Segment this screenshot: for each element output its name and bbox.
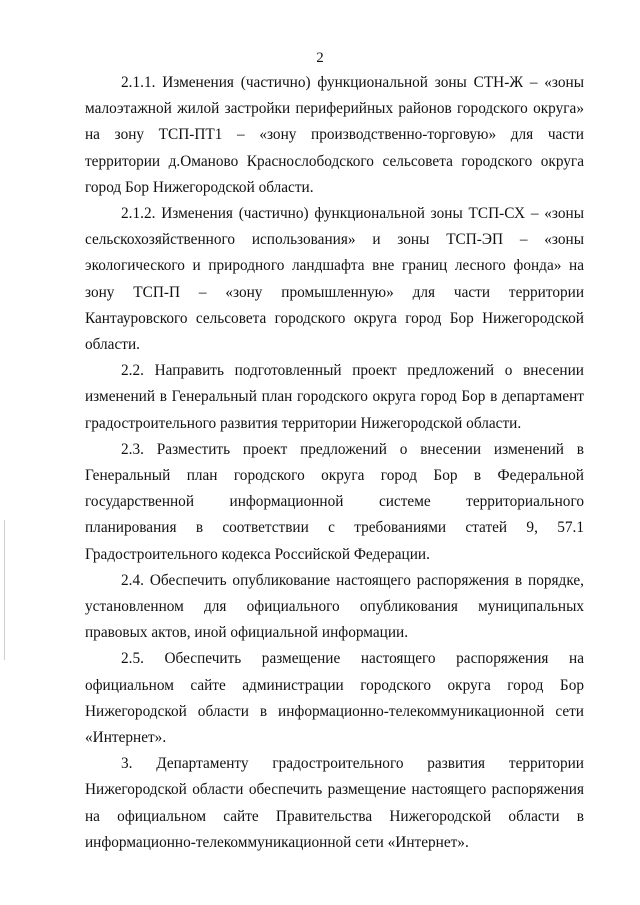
paragraph-2-1-2: 2.1.2. Изменения (частично) функциональной зоны ТСП-СХ – «зоны сельскохозяйственного использования» и зоны ТСП-ЭП – «зоны экологического и природного ландшафта вне границ лесного фонда» на зону ТСП-П – «зону промышленную» для части территории Кантауровского сельсовета городского округа город Бор Нижегородской области. [85, 205, 584, 354]
paragraph-2-2: 2.2. Направить подготовленный проект предложений о внесении изменений в Генеральный план городского округа город Бор в департамент градостроительного развития территории Нижегородской области. [85, 362, 584, 432]
page-number: 2 [316, 50, 324, 66]
paragraph-3: 3. Департаменту градостроительного развития территории Нижегородской области обеспечить размещение настоящего распоряжения на официальном сайте Правительства Нижегородской области в информационно-телекоммуникационной сети «Интернет». [85, 755, 584, 851]
paragraph-2-4: 2.4. Обеспечить опубликование настоящего распоряжения в порядке, установленном для официального опубликования муниципальных правовых актов, иной официальной информации. [85, 571, 584, 642]
paragraph-2-3: 2.3. Разместить проект предложений о внесении изменений в Генеральный план городского округа город Бор в Федеральной государственной информационной системе территориального планирования в соответствии с требованиями статей 9, 57.1 Градостроительного кодекса Российской Федерации. [85, 440, 584, 563]
document-body [85, 70, 584, 856]
paragraph-2-5: 2.5. Обеспечить размещение настоящего распоряжения на официальном сайте администрации городского округа город Бор Нижегородской области в информационно-телекоммуникационной сети «Интернет». [85, 650, 584, 747]
paragraph-2-1-1: 2.1.1. Изменения (частично) функциональной зоны СТН-Ж – «зоны малоэтажной жилой застройки периферийных районов городского округа» на зону ТСП-ПТ1 – «зону производственно-торговую» для части территории д.Оманово Краснослободского сельсовета городского округа город Бор Нижегородской области. [85, 74, 584, 196]
left-margin-scan-mark [4, 520, 5, 660]
